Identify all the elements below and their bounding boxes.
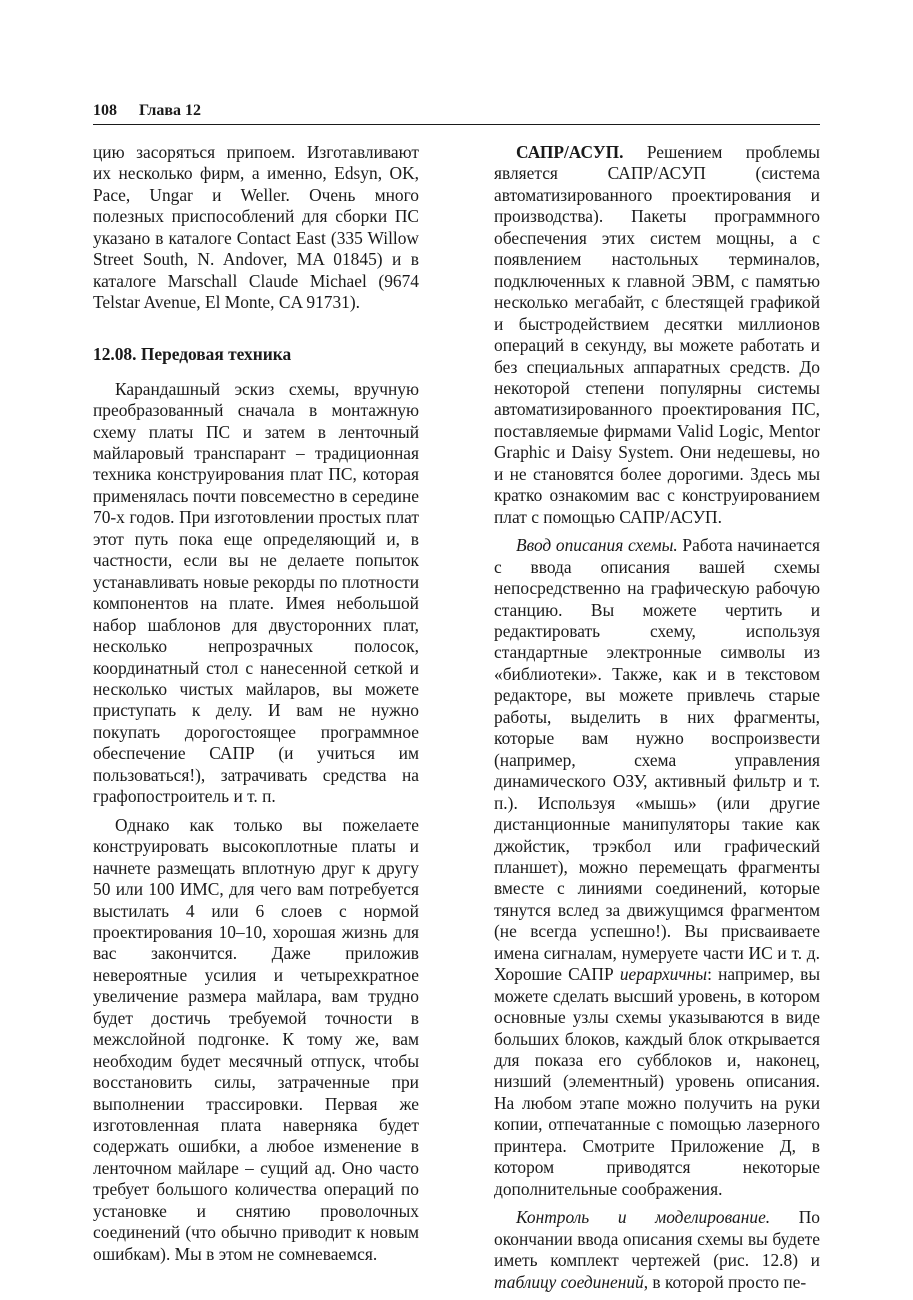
paragraph-text: По окончании ввода описания схемы вы будете иметь комплект чертежей (рис. 12.8) и (494, 1207, 821, 1271)
paragraph-schematic-entry (494, 535, 820, 1200)
header-rule (93, 124, 820, 125)
chapter-title: Глава 12 (139, 102, 201, 119)
runin-heading-verification: Контроль и моделирование. (516, 1207, 771, 1228)
paragraph-text: , в которой просто пе- (643, 1271, 807, 1292)
running-head (93, 100, 820, 122)
paragraph-continuation: цию засоряться припоем. Изготавливают их несколько фирм, а именно, Edsyn, OK, Pace, Ungar и Weller. Очень много полезных приспособлений для сборки ПС указано в каталоге Contact East (335 Willow Street South, N. Andover, MA 01845) и в каталоге Marschall Claude Michael (9674 Telstar Avenue, El Monte, CA 91731). (93, 142, 419, 313)
page-number: 108 (93, 102, 117, 119)
section-heading: 12.08. Передовая техника (93, 343, 292, 364)
left-column (93, 142, 419, 1272)
italic-term: иерархичны (619, 964, 708, 985)
paragraph-verification (494, 1207, 820, 1293)
paragraph-traditional-technique: Карандашный эскиз схемы, вручную преобразованный сначала в монтажную схему платы ПС и затем в ленточный майларовый транспарант – традиционная техника конструирования плат ПС, которая применялась почти повсеместно в середине 70-х годов. При изготовлении простых плат этот путь пока еще определяющий и, в частности, если вы не делаете попыток устанавливать новые рекорды по плотности компонентов на плате. Имея небольшой набор шаблонов для двусторонних плат, несколько непрозрачных полосок, координатный стол с нанесенной сеткой и несколько чистых майларов, вы можете приступать к делу. И вам не нужно покупать дорогостоящее программное обеспечение САПР (и учиться им пользоваться!), затрачивать средства на графопостроитель и т. п. (93, 378, 419, 807)
paragraph-high-density: Однако как только вы пожелаете конструировать высокоплотные платы и начнете размещать вплотную друг к другу 50 или 100 ИМС, для чего вам потребуется выстилать 4 или 6 слоев с нормой проектирования 10–10, хорошая жизнь для вас закончится. Даже приложив невероятные усилия и четырехкратное увеличение размера майлара, вам трудно будет достичь требуемой точности в межслойной подгонке. К тому же, вам необходим будет месячный отпуск, чтобы восстановить силы, затраченные при выполнении трассировки. Первая же изготовленная плата наверняка будет содержать ошибки, а любое изменение в ленточном майларе – сущий ад. Оно часто требует большого количества операций по установке и снятию проволочных соединений (что обычно приводит к новым ошибкам). Мы в этом не сомневаемся. (93, 814, 419, 1264)
runin-heading-cad-cam: САПР/АСУП. (516, 142, 624, 162)
italic-term: таблицу соединений (494, 1271, 644, 1292)
paragraph-text: : например, вы можете сделать высший уровень, в котором основные узлы схемы указываются в виде больших блоков, каждый блок открывается для показа его субблоков и, наконец, низший (элементный) уровень описания. На любом этапе можно получить на руки копии, отпечатанные с помощью лазерного принтера. Смотрите Приложение Д, в котором приводятся некоторые дополнительные соображения. (494, 964, 821, 1199)
paragraph-text: Решением проблемы является САПР/АСУП (система автоматизированного проектирования и производства). Пакеты программного обеспечения этих систем мощны, а с появлением настольных терминалов, подключенных к главной ЭВМ, с памятью несколько мегабайт, с блестящей графикой и быстродействием десятки миллионов операций в секунду, вы можете работать и без специальных аппаратных средств. До некоторой степени популярны системы автоматизированного проектирования ПС, поставляемые фирмами Valid Logic, Mentor Graphic и Daisy System. Они недешевы, но и не становятся более дорогими. Здесь мы кратко ознакомим вас с конструированием плат с помощью САПР/АСУП. (494, 142, 820, 527)
paragraph-text: Работа начинается с ввода описания вашей схемы непосредственно на графическую рабочую станцию. Вы можете чертить и редактировать схему, используя стандартные электронные символы из «библиотеки». Также, как и в текстовом редакторе, вы можете привлечь старые работы, выделить в них фрагменты, которые вам нужно воспроизвести (например, схема управления динамического ОЗУ, активный фильтр и т. п.). Используя «мышь» (или другие дистанционные манипуляторы такие как джойстик, трэкбол или графический планшет), можно перемещать фрагменты вместе с линиями соединений, которые тянутся вслед за движущимся фрагментом (не всегда успешно!). Вы присваиваете имена сигналам, нумеруете части ИС и т. д. Хорошие САПР (494, 535, 821, 985)
paragraph-cad-cam (494, 142, 820, 528)
runin-heading-schematic-entry: Ввод описания схемы. (516, 535, 678, 556)
right-column (494, 142, 820, 1300)
